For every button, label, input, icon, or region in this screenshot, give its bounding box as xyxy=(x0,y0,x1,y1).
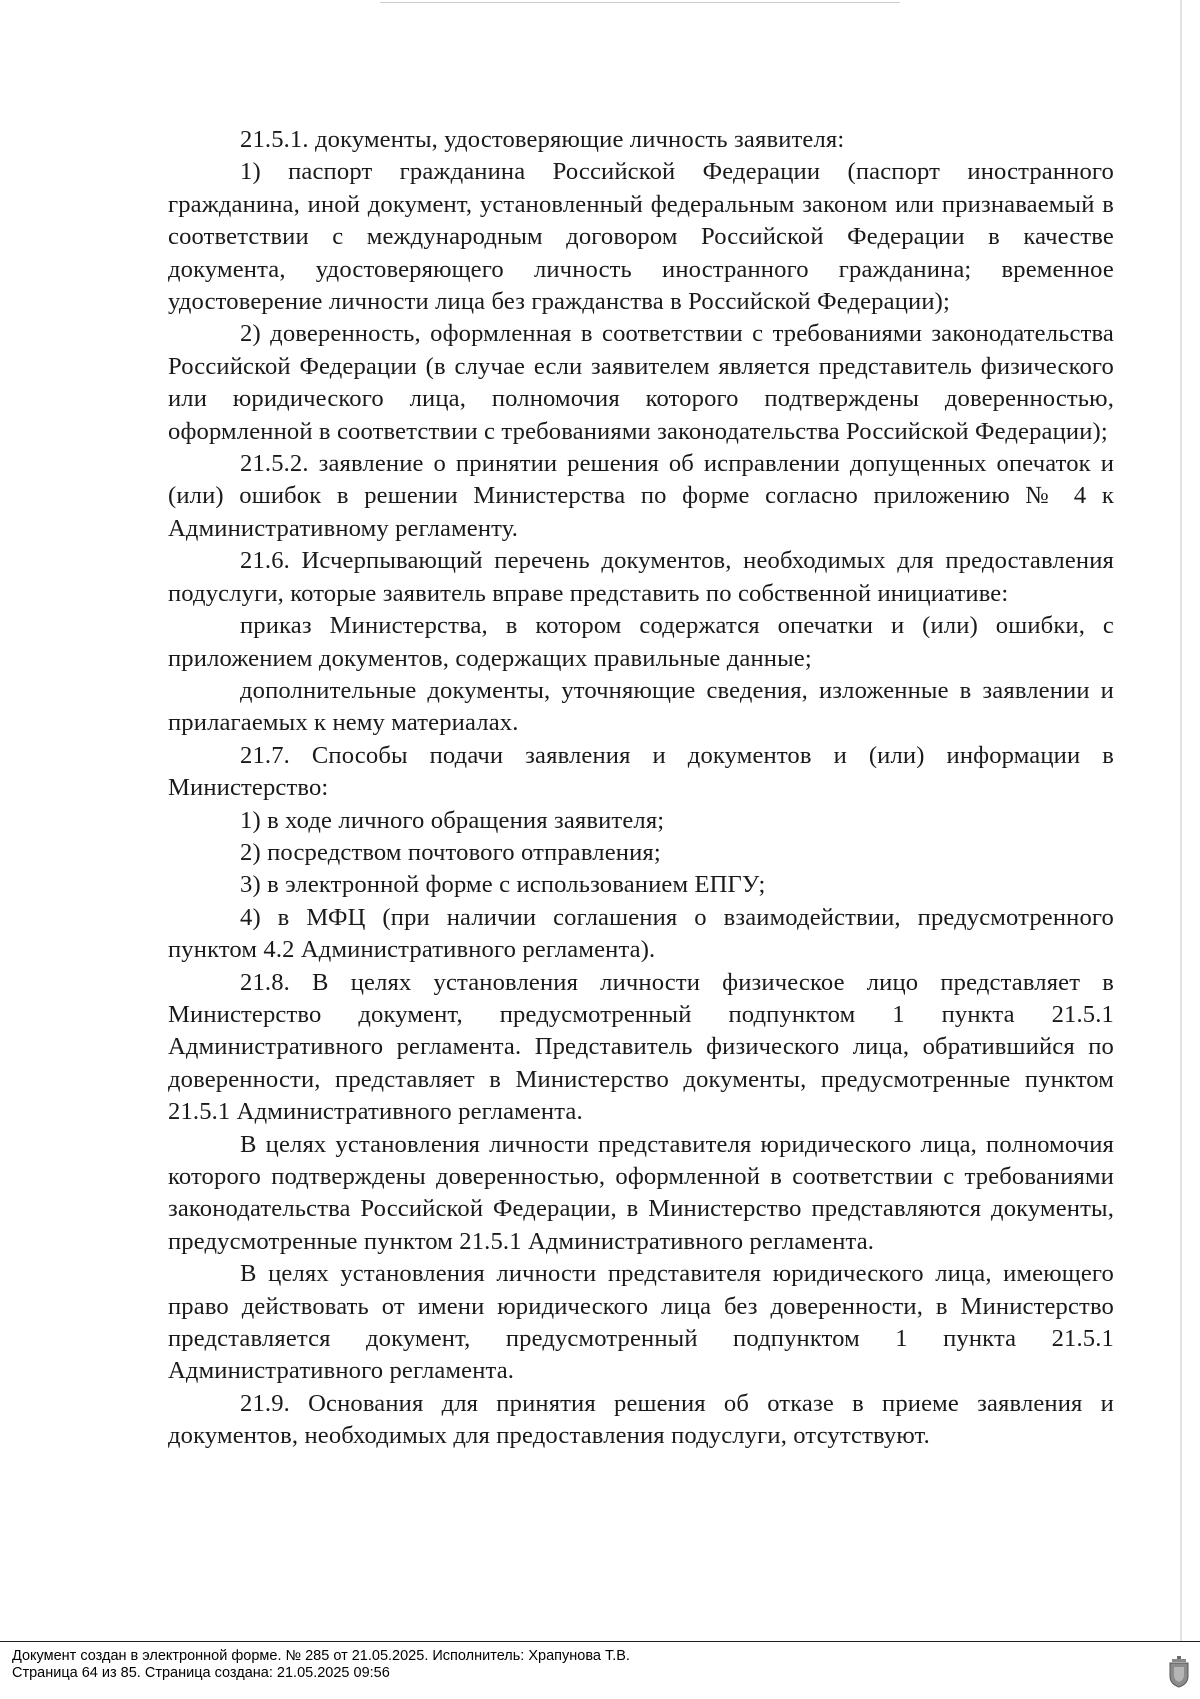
footer-text xyxy=(12,1648,630,1682)
list-item-postal: 2) посредством почтового отправления; xyxy=(240,838,661,866)
coat-of-arms-icon xyxy=(1168,1656,1190,1688)
paragraph-item-2-power-of-attorney: 2) доверенность, оформленная в соответствии с требованиями законодательства Российской Федерации (в случае если заявителем является представитель физического или юридического лица, полномочия которого подтверждены доверенностью, оформленной в соответствии с требованиями законодательства Российской Федерации); xyxy=(168,320,1114,445)
list-item-personal-visit: 1) в ходе личного обращения заявителя; xyxy=(240,806,665,834)
footer-line-document-info: Документ создан в электронной форме. № 285 от 21.05.2025. Исполнитель: Храпунова Т.В. xyxy=(12,1648,630,1664)
paragraph-ministry-order: приказ Министерства, в котором содержатся опечатки и (или) ошибки, с приложением документов, содержащих правильные данные; xyxy=(168,612,1114,672)
paragraph-item-1-passport: 1) паспорт гражданина Российской Федерации (паспорт иностранного гражданина, иной документ, установленный федеральным законом или признаваемый в соответствии с международным договором Российской Федерации в качестве документа, удостоверяющего личность иностранного гражданина; временное удостоверение личности лица без гражданства в Российской Федерации); xyxy=(168,158,1114,316)
paragraph-21-8: 21.8. В целях установления личности физическое лицо представляет в Министерство документ, предусмотренный подпунктом 1 пункта 21.5.1 Административного регламента. Представитель физического лица, обратившийся по доверенности, представляет в Министерство документы, предусмотренные пунктом 21.5.1 Административного регламента. xyxy=(168,968,1114,1126)
paragraph-21-9: 21.9. Основания для принятия решения об отказе в приеме заявления и документов, необходимых для предоставления подуслуги, отсутствуют. xyxy=(168,1389,1114,1450)
document-footer xyxy=(0,1641,1200,1699)
paragraph-21-5-1: 21.5.1. документы, удостоверяющие личность заявителя: xyxy=(240,126,845,153)
paragraph-21-6: 21.6. Исчерпывающий перечень документов, необходимых для предоставления подуслуги, которые заявитель вправе представить по собственной инициативе: xyxy=(168,547,1114,607)
paragraph-21-7: 21.7. Способы подачи заявления и документов и (или) информации в Министерство: xyxy=(168,741,1114,802)
paragraph-additional-documents: дополнительные документы, уточняющие сведения, изложенные в заявлении и прилагаемых к нему материалах. xyxy=(168,676,1114,737)
scan-page-edge xyxy=(1180,0,1182,1698)
paragraph-legal-entity-direct: В целях установления личности представителя юридического лица, имеющего право действовать от имени юридического лица без доверенности, в Министерство представляется документ, предусмотренный подпунктом 1 пункта 21.5.1 Административного регламента. xyxy=(168,1260,1114,1385)
footer-line-page-info: Страница 64 из 85. Страница создана: 21.05.2025 09:56 xyxy=(12,1665,390,1681)
list-item-epgu: 3) в электронной форме с использованием ЕПГУ; xyxy=(240,871,766,899)
paragraph-legal-entity-proxy: В целях установления личности представителя юридического лица, полномочия которого подтверждены доверенностью, оформленной в соответствии с требованиями законодательства Российской Федерации, в Министерство представляются документы, предусмотренные пунктом 21.5.1 Административного регламента. xyxy=(168,1130,1114,1255)
paragraph-21-5-2: 21.5.2. заявление о принятии решения об исправлении допущенных опечаток и (или) ошибок в решении Министерства по форме согласно приложению № 4 к Административному регламенту. xyxy=(168,450,1114,542)
list-item-mfc: 4) в МФЦ (при наличии соглашения о взаимодействии, предусмотренного пунктом 4.2 Административного регламента). xyxy=(168,903,1114,964)
document-body xyxy=(168,124,1114,1453)
scan-artifact-line xyxy=(380,2,900,3)
